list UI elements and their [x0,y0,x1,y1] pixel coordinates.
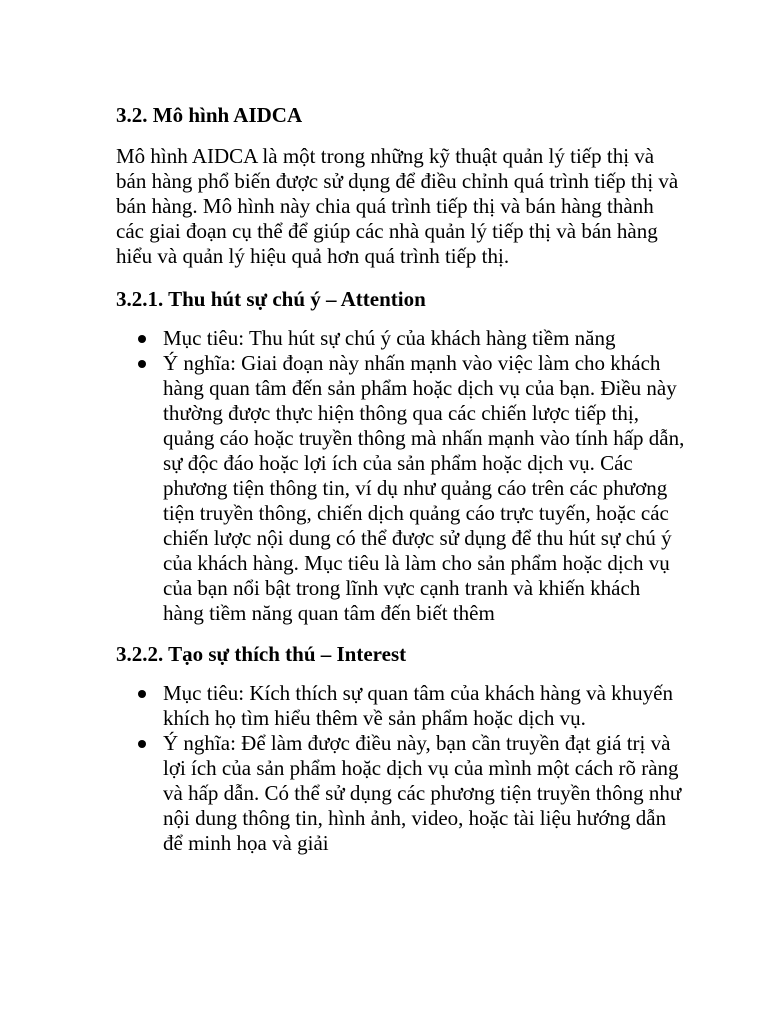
list-item [116,681,686,731]
interest-meaning-text: Ý nghĩa: Để làm được điều này, bạn cần truyền đạt giá trị và lợi ích của sản phẩm hoặc dịch vụ của mình một cách rõ ràng và hấp dẫn. Có thể sử dụng các phương tiện truyền thông như nội dung thông tin, hình ảnh, video, hoặc tài liệu hướng dẫn để minh họa và giải [163,731,682,855]
bullet-icon [138,740,146,748]
document-page [116,101,686,870]
attention-list [116,326,686,626]
section-heading: 3.2. Mô hình AIDCA [116,103,303,127]
bullet-icon [138,360,146,368]
bullet-icon [138,690,146,698]
interest-heading: 3.2.2. Tạo sự thích thú – Interest [116,642,407,666]
attention-heading: 3.2.1. Thu hút sự chú ý – Attention [116,287,426,311]
list-item [116,731,686,856]
interest-list [116,681,686,856]
attention-goal-text: Mục tiêu: Thu hút sự chú ý của khách hàng tiềm năng [163,326,616,350]
bullet-icon [138,335,146,343]
list-item [116,351,686,626]
attention-meaning-text: Ý nghĩa: Giai đoạn này nhấn mạnh vào việc làm cho khách hàng quan tâm đến sản phẩm hoặc dịch vụ của bạn. Điều này thường được thực hiện thông qua các chiến lược tiếp thị, quảng cáo hoặc truyền thông mà nhấn mạnh vào tính hấp dẫn, sự độc đáo hoặc lợi ích của sản phẩm hoặc dịch vụ. Các phương tiện thông tin, ví dụ như quảng cáo trên các phương tiện truyền thông, chiến dịch quảng cáo trực tuyến, hoặc các chiến lược nội dung có thể được sử dụng để thu hút sự chú ý của khách hàng. Mục tiêu là làm cho sản phẩm hoặc dịch vụ của bạn nổi bật trong lĩnh vực cạnh tranh và khiến khách hàng tiềm năng quan tâm đến biết thêm [163,351,685,625]
intro-paragraph: Mô hình AIDCA là một trong những kỹ thuật quản lý tiếp thị và bán hàng phổ biến được sử dụng để điều chỉnh quá trình tiếp thị và bán hàng. Mô hình này chia quá trình tiếp thị và bán hàng thành các giai đoạn cụ thể để giúp các nhà quản lý tiếp thị và bán hàng hiểu và quản lý hiệu quả hơn quá trình tiếp thị. [116,144,679,268]
interest-goal-text: Mục tiêu: Kích thích sự quan tâm của khách hàng và khuyến khích họ tìm hiểu thêm về sản phẩm hoặc dịch vụ. [163,681,673,730]
list-item [116,326,686,351]
